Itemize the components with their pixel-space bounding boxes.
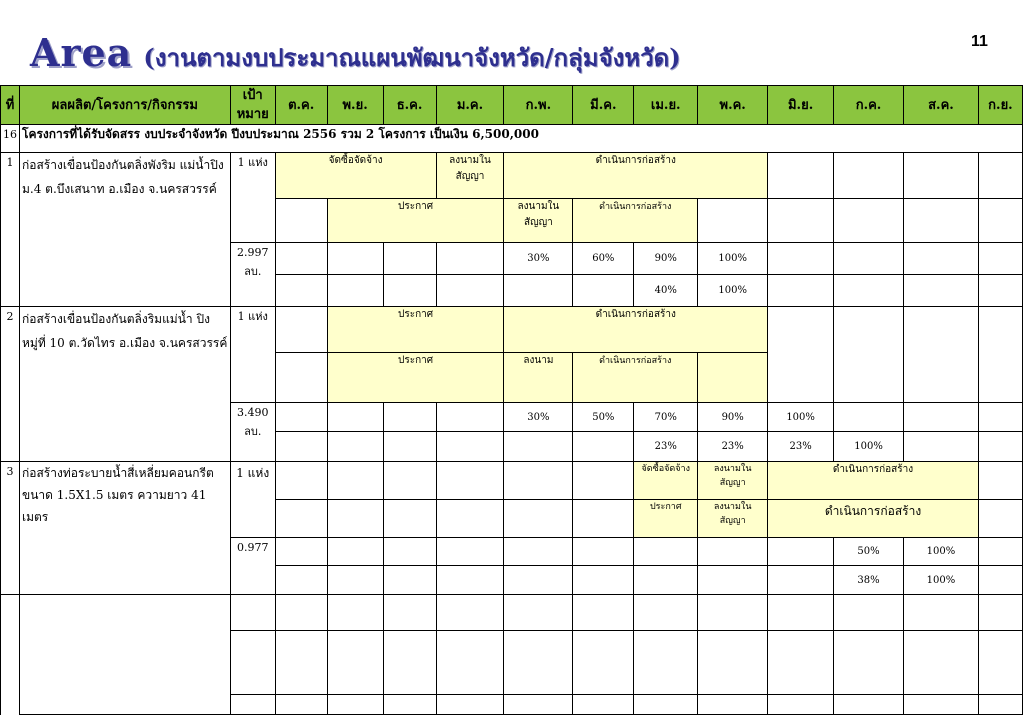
group-text: โครงการที่ได้รับจัดสรร งบประจำจังหวัด ปีงบประมาณ 2556 รวม 2 โครงการ เป็นเงิน 6,500,000 [20, 125, 1023, 153]
header-row [1, 86, 1023, 125]
project-2-plan-pct-feb: 30% [504, 403, 573, 432]
col-aug: ส.ค. [904, 86, 979, 125]
group-row [1, 125, 1023, 153]
project-2-actual-pct-jun: 23% [768, 432, 834, 462]
project-3-plan-procure: จัดซื้อจัดจ้าง [634, 462, 698, 500]
col-product: ผลผลิต/โครงการ/กิจกรรม [20, 86, 231, 125]
col-jul: ก.ค. [834, 86, 904, 125]
project-1-plan-sign: ลงนามใน สัญญา [436, 153, 504, 199]
schedule-table [0, 85, 1023, 715]
project-2-actual-pct-apr: 23% [634, 432, 698, 462]
project-3-no: 3 [1, 462, 20, 595]
col-nov: พ.ย. [327, 86, 383, 125]
project-2-plan-pct-mar: 50% [573, 403, 634, 432]
project-3-actual-announce: ประกาศ [634, 500, 698, 538]
project-3-actual-pct-aug: 100% [904, 566, 979, 595]
project-1-actual-sign: ลงนามใน สัญญา [504, 199, 573, 243]
project-2-plan-pct-apr: 70% [634, 403, 698, 432]
project-3-plan-pct-aug: 100% [904, 538, 979, 566]
project-1-plan-pct-feb: 30% [504, 243, 573, 275]
project-3-actual-build: ดำเนินการก่อสร้าง [768, 500, 979, 538]
project-2-name: ก่อสร้างเขื่อนป้องกันตลิ่งริมแม่น้ำ ปิง หมู่ที่ 10 ต.วัดไทร อ.เมือง จ.นครสวรรค์ [20, 307, 231, 462]
project-1-no: 1 [1, 153, 20, 307]
project-2-target: 1 แห่ง [230, 307, 275, 353]
project-1-budget: 2.997 ลบ. [230, 243, 275, 307]
project-2-actual-announce: ประกาศ [327, 353, 504, 403]
project-2-actual-build: ดำเนินการก่อสร้าง [573, 353, 698, 403]
page-number: 11 [971, 33, 988, 50]
title-subtitle: (งานตามงบประมาณแผนพัฒนาจังหวัด/กลุ่มจังหวัด) [143, 43, 681, 72]
project-3-name: ก่อสร้างท่อระบายน้ำสี่เหลี่ยมคอนกรีต ขนาด 1.5X1.5 เมตร ความยาว 41 เมตร [20, 462, 231, 595]
table-row [1, 153, 1023, 199]
group-no: 16 [1, 125, 20, 153]
col-dec: ธ.ค. [383, 86, 436, 125]
project-3-target: 1 แห่ง [230, 462, 275, 538]
project-2-actual-sign: ลงนาม [504, 353, 573, 403]
page-title [30, 30, 681, 77]
project-3-budget: 0.977 [230, 538, 275, 595]
table-row [1, 462, 1023, 500]
project-2-no: 2 [1, 307, 20, 462]
col-may: พ.ค. [698, 86, 768, 125]
project-1-name: ก่อสร้างเขื่อนป้องกันตลิ่งพังริม แม่น้ำปิง ม.4 ต.บึงเสนาท อ.เมือง จ.นครสวรรค์ [20, 153, 231, 307]
table-row [1, 307, 1023, 353]
project-1-plan-pct-apr: 90% [634, 243, 698, 275]
col-no: ที่ [1, 86, 20, 125]
project-1-plan-build: ดำเนินการก่อสร้าง [504, 153, 768, 199]
project-1-actual-build: ดำเนินการก่อสร้าง [573, 199, 698, 243]
project-3-plan-sign: ลงนามใน สัญญา [698, 462, 768, 500]
project-1-plan-pct-mar: 60% [573, 243, 634, 275]
project-2-budget: 3.490 ลบ. [230, 403, 275, 462]
project-1-plan-pct-may: 100% [698, 243, 768, 275]
project-2-plan-build: ดำเนินการก่อสร้าง [504, 307, 768, 353]
project-2-actual-pct-may: 23% [698, 432, 768, 462]
project-1-target: 1 แห่ง [230, 153, 275, 199]
project-1-plan-procure: จัดซื้อจัดจ้าง [275, 153, 436, 199]
project-2-actual-pct-jul: 100% [834, 432, 904, 462]
project-2-plan-pct-may: 90% [698, 403, 768, 432]
project-3-plan-build: ดำเนินการก่อสร้าง [768, 462, 979, 500]
col-mar: มี.ค. [573, 86, 634, 125]
col-feb: ก.พ. [504, 86, 573, 125]
project-1-actual-pct-may: 100% [698, 275, 768, 307]
project-1-actual-pct-apr: 40% [634, 275, 698, 307]
project-2-plan-pct-jun: 100% [768, 403, 834, 432]
project-1-actual-announce: ประกาศ [327, 199, 504, 243]
project-3-actual-pct-jul: 38% [834, 566, 904, 595]
col-target: เป้าหมาย [230, 86, 275, 125]
table-row-empty [1, 595, 1023, 631]
project-3-actual-sign: ลงนามใน สัญญา [698, 500, 768, 538]
col-oct: ต.ค. [275, 86, 327, 125]
title-main: Area [30, 30, 133, 75]
col-sep: ก.ย. [978, 86, 1022, 125]
col-jan: ม.ค. [436, 86, 504, 125]
col-apr: เม.ย. [634, 86, 698, 125]
project-2-plan-announce: ประกาศ [327, 307, 504, 353]
col-jun: มิ.ย. [768, 86, 834, 125]
project-3-plan-pct-jul: 50% [834, 538, 904, 566]
